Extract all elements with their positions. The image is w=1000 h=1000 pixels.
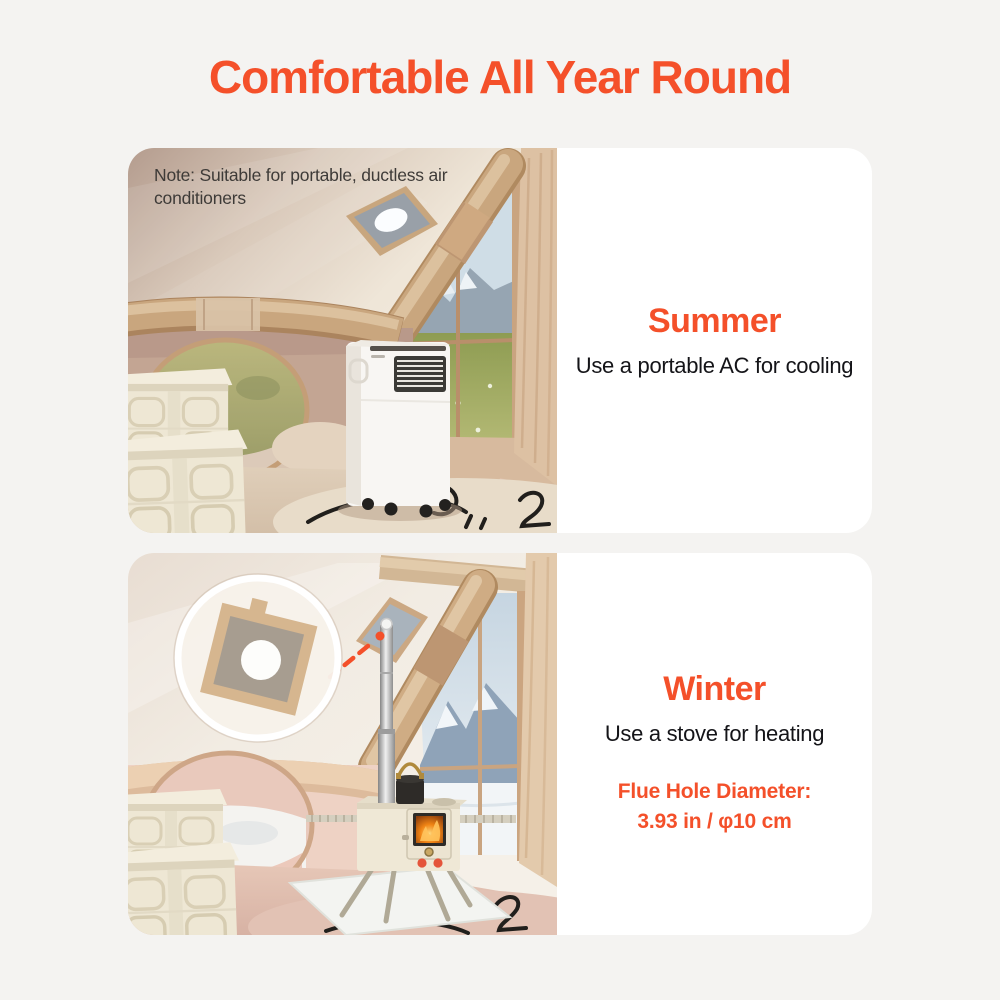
- winter-copy: [557, 553, 872, 935]
- winter-card: [128, 553, 872, 935]
- winter-description: Use a stove for heating: [604, 721, 825, 747]
- flue-hole-magnifier: [174, 574, 342, 742]
- flue-hole-spec-label: Flue Hole Diameter:: [617, 780, 812, 804]
- winter-tent-illustration: [128, 553, 557, 935]
- flue-hole-spec: [618, 777, 811, 836]
- summer-card: [128, 148, 872, 533]
- summer-photo: [128, 148, 557, 533]
- summer-copy: [557, 148, 872, 533]
- page-title: Comfortable All Year Round: [208, 51, 792, 103]
- summer-description: Use a portable AC for cooling: [575, 353, 854, 378]
- flue-hole-spec-value: 3.93 in / φ10 cm: [637, 809, 792, 833]
- winter-photo: [128, 553, 557, 935]
- chimney-pipe: [378, 619, 395, 804]
- summer-heading: Summer: [647, 302, 782, 340]
- winter-heading: Winter: [663, 670, 766, 709]
- photo-note: Note: Suitable for portable, ductless air conditioners: [154, 165, 448, 208]
- portable-ac-unit: [338, 340, 462, 521]
